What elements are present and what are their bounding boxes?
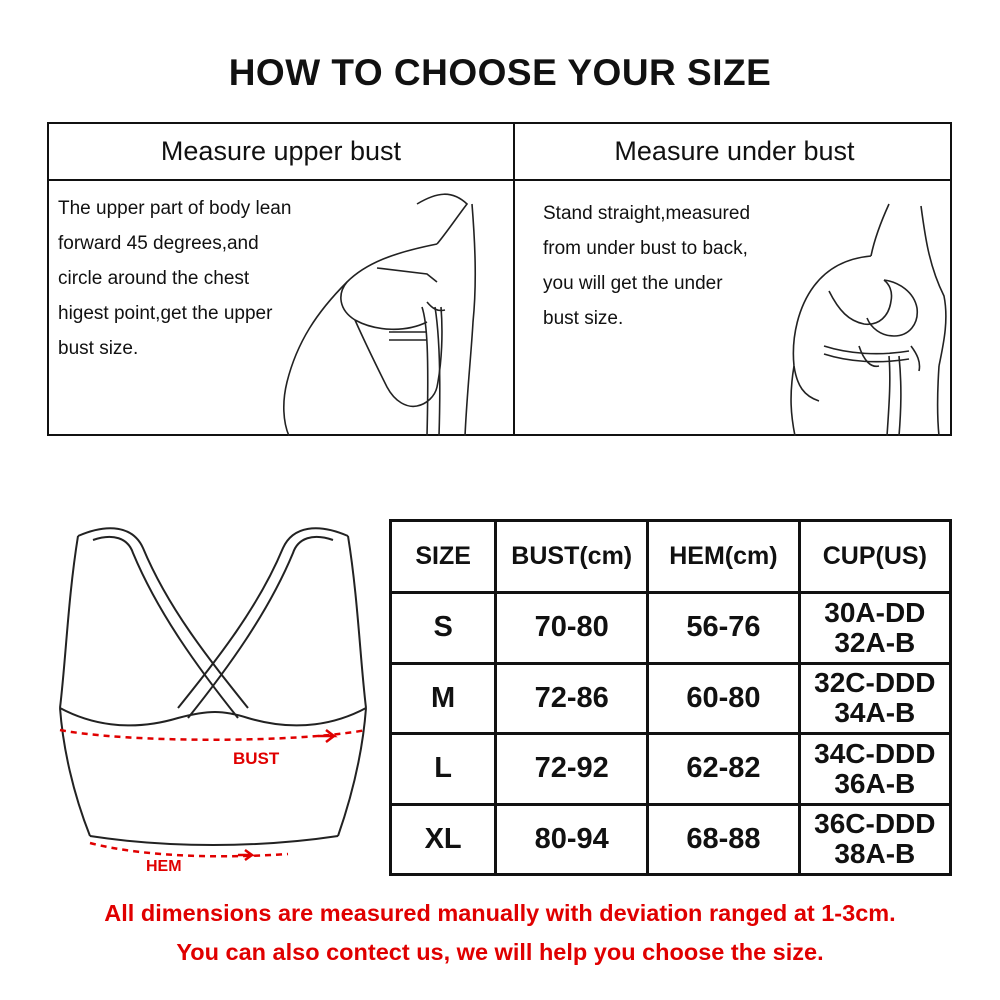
under-bust-illustration <box>739 196 949 436</box>
contact-note: You can also contect us, we will help you choose the size. <box>176 939 824 965</box>
cup-cell <box>799 663 950 734</box>
header-divider <box>49 179 950 181</box>
header-size: SIZE <box>391 521 496 593</box>
cup-value: 30A-DD <box>824 596 926 628</box>
deviation-note: All dimensions are measured manually with deviation ranged at 1-3cm. <box>104 900 896 926</box>
table-row <box>391 734 951 805</box>
bust-label: BUST <box>233 749 280 768</box>
header-hem: HEM(cm) <box>648 521 799 593</box>
size-cell: M <box>391 663 496 734</box>
hem-cell: 68-88 <box>648 804 799 875</box>
header-cup: CUP(US) <box>799 521 950 593</box>
cup-value: 34A-B <box>834 697 916 729</box>
instruction-line: bust size. <box>543 308 624 329</box>
instruction-line: from under bust to back, <box>543 238 748 259</box>
cup-value: 32A-B <box>834 626 916 658</box>
under-bust-heading: Measure under bust <box>614 136 855 166</box>
size-chart-table <box>389 519 952 876</box>
upper-bust-illustration <box>277 182 507 436</box>
cup-cell <box>799 593 950 664</box>
instruction-line: higest point,get the upper <box>58 303 273 324</box>
instruction-line: you will get the under <box>543 273 723 294</box>
header-bust: BUST(cm) <box>496 521 648 593</box>
size-cell: L <box>391 734 496 805</box>
instruction-line: The upper part of body lean <box>58 198 292 219</box>
cup-value: 34C-DDD <box>814 737 936 769</box>
table-row <box>391 804 951 875</box>
instruction-line: bust size. <box>58 338 139 359</box>
table-row <box>391 663 951 734</box>
cup-cell <box>799 734 950 805</box>
hem-cell: 56-76 <box>648 593 799 664</box>
table-header-row <box>391 521 951 593</box>
bust-cell: 72-86 <box>496 663 648 734</box>
size-cell: XL <box>391 804 496 875</box>
bust-cell: 72-92 <box>496 734 648 805</box>
hem-cell: 62-82 <box>648 734 799 805</box>
page-title: HOW TO CHOOSE YOUR SIZE <box>228 52 772 93</box>
bra-diagram <box>48 518 378 878</box>
table-row <box>391 593 951 664</box>
hem-cell: 60-80 <box>648 663 799 734</box>
measurement-guide <box>47 122 952 436</box>
hem-label: HEM <box>146 858 182 875</box>
column-divider <box>513 124 515 434</box>
size-cell: S <box>391 593 496 664</box>
bust-cell: 80-94 <box>496 804 648 875</box>
upper-bust-heading: Measure upper bust <box>160 136 402 166</box>
cup-cell <box>799 804 950 875</box>
bust-cell: 70-80 <box>496 593 648 664</box>
instruction-line: circle around the chest <box>58 268 250 289</box>
cup-value: 36C-DDD <box>814 808 936 840</box>
cup-value: 36A-B <box>834 767 916 799</box>
instruction-line: forward 45 degrees,and <box>58 233 259 254</box>
cup-value: 32C-DDD <box>814 667 936 699</box>
instruction-line: Stand straight,measured <box>543 203 751 224</box>
cup-value: 38A-B <box>834 838 916 870</box>
